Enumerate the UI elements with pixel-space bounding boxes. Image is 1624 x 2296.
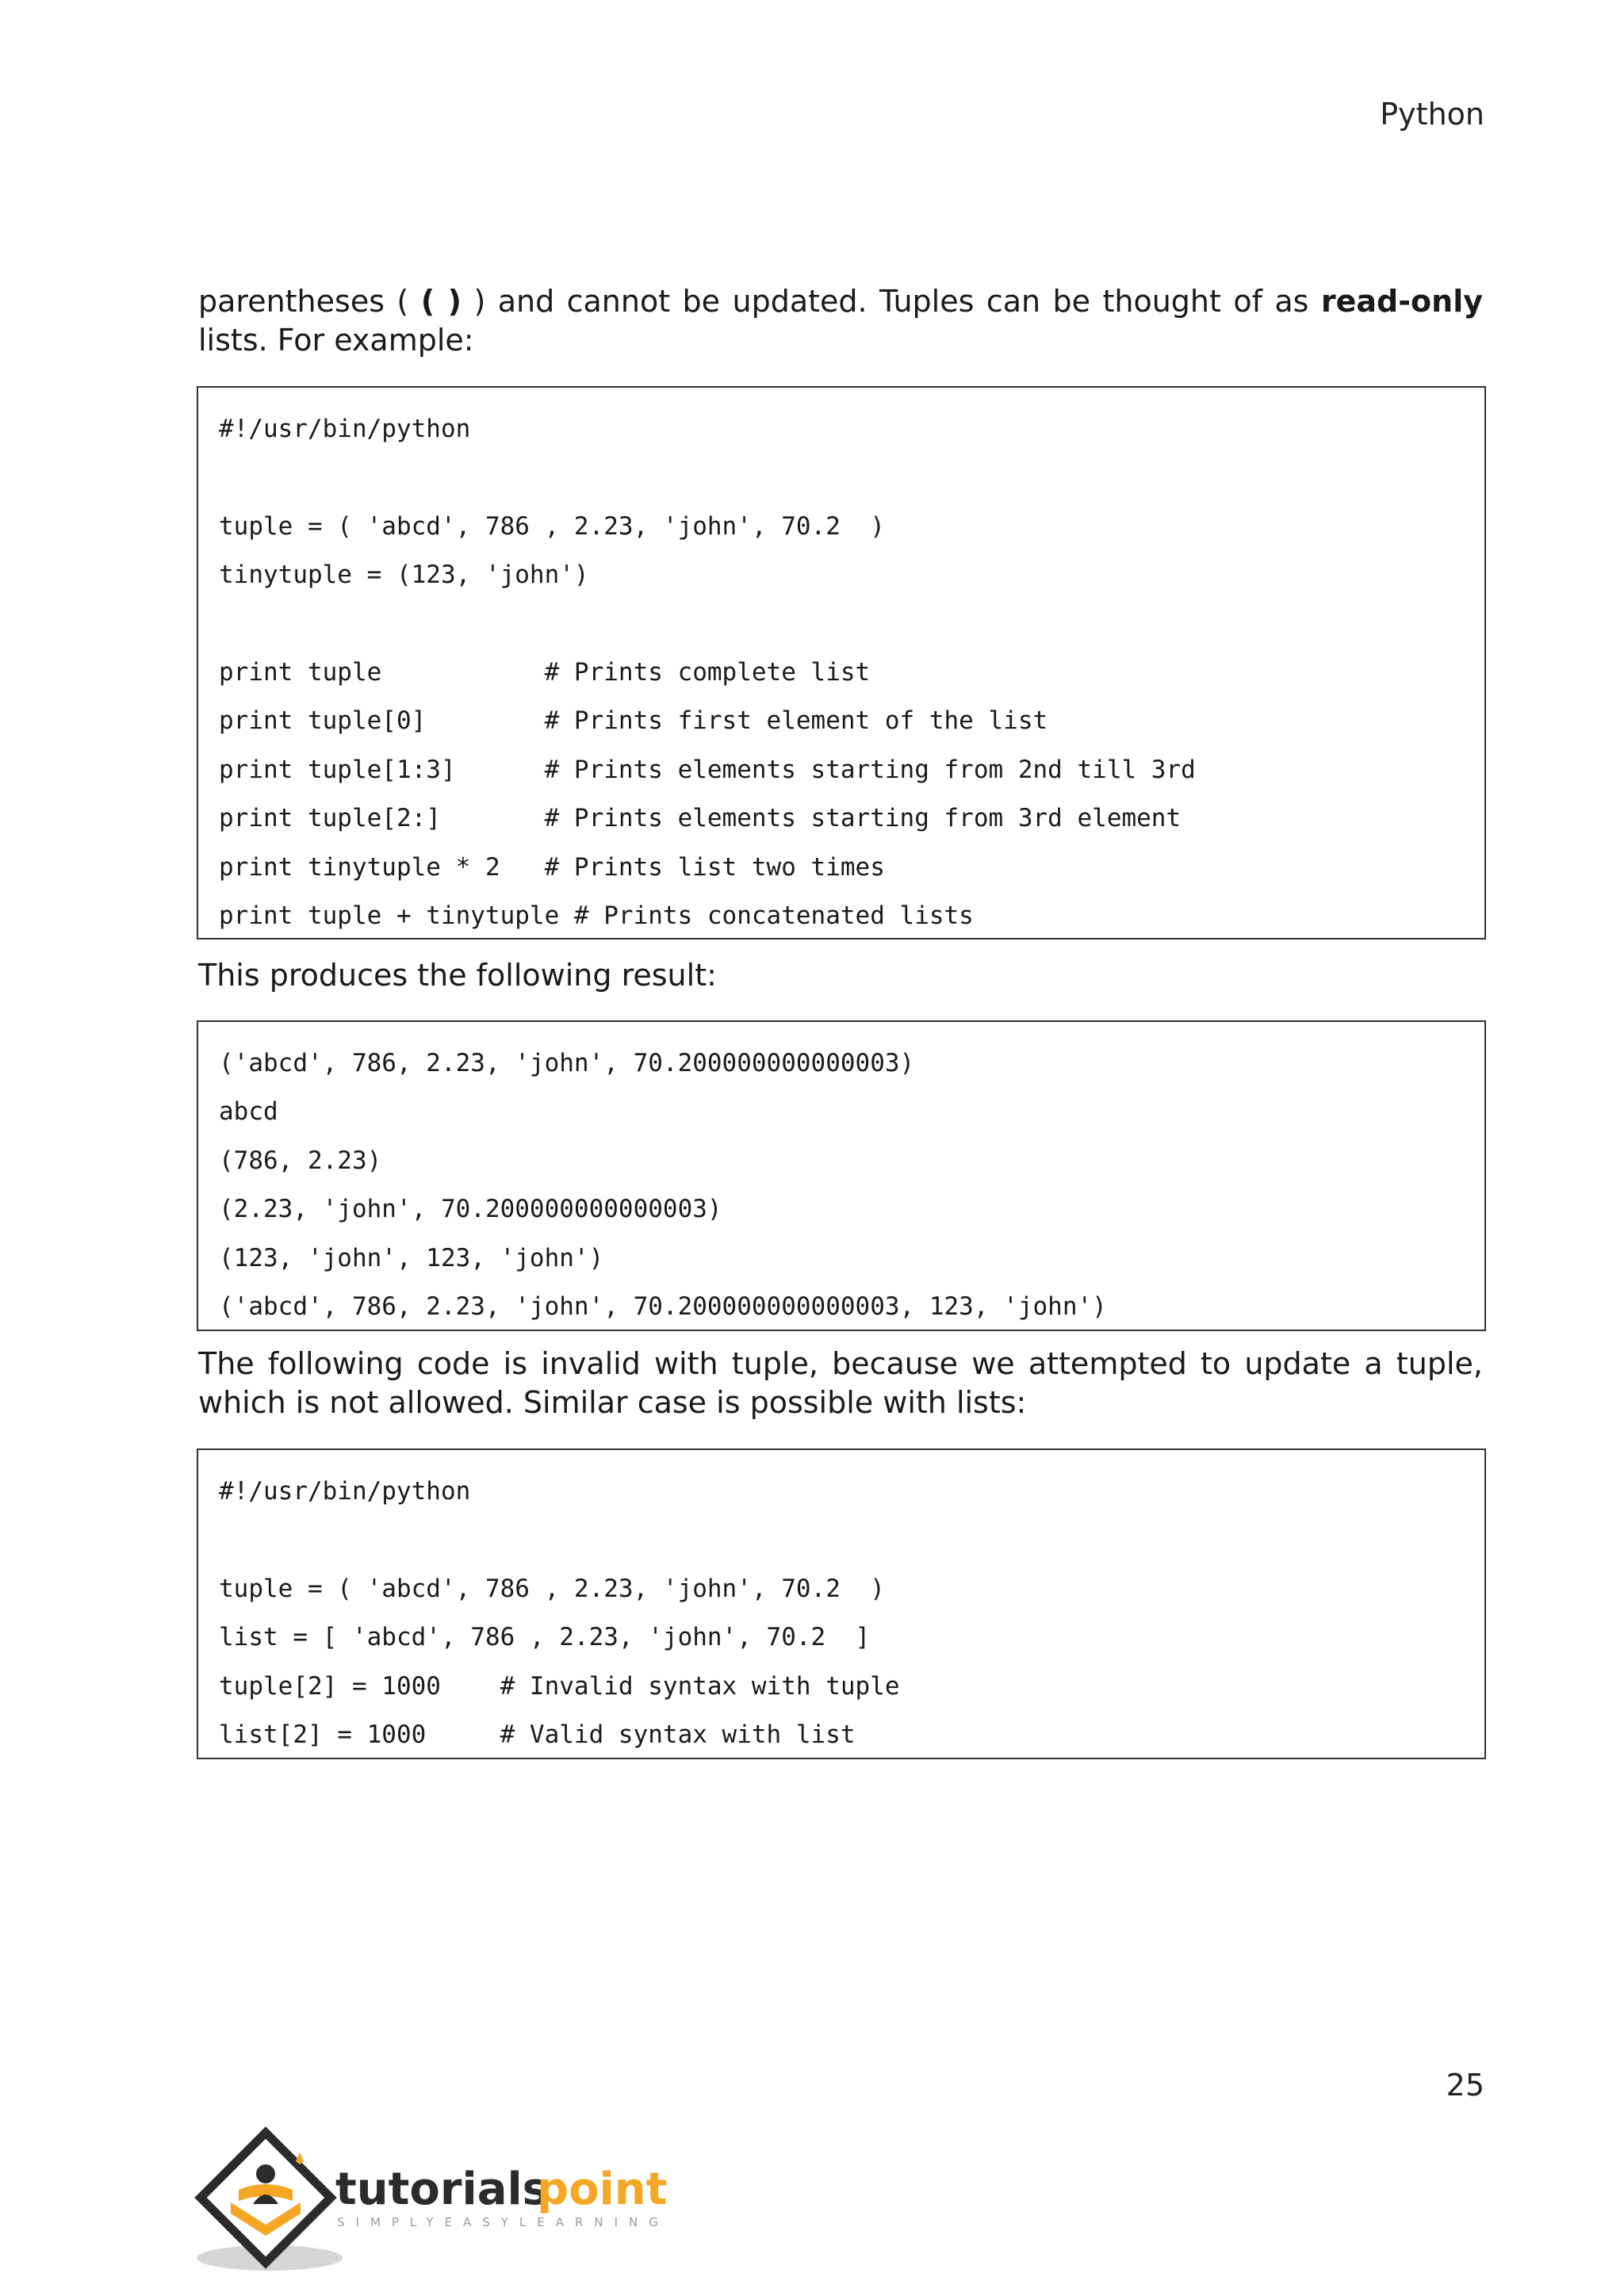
output-line: (2.23, 'john', 70.200000000000003) xyxy=(219,1195,722,1224)
code-block-tuple-example xyxy=(197,386,1486,939)
intro-text-3: lists. For example: xyxy=(198,323,474,358)
code-line: print tuple # Prints complete list xyxy=(219,657,871,687)
page-number: 25 xyxy=(1446,2068,1484,2103)
code-line xyxy=(219,1516,1464,1564)
code-line: print tuple[1:3] # Prints elements starting from 2nd till 3rd xyxy=(219,755,1196,784)
intro-bold-parens: ( ) xyxy=(420,284,462,319)
code-line: tuple = ( 'abcd', 786 , 2.23, 'john', 70.2 ) xyxy=(219,1574,885,1603)
output-line: ('abcd', 786, 2.23, 'john', 70.200000000000003, 123, 'john') xyxy=(219,1292,1107,1321)
code-line: print tuple + tinytuple # Prints concatenated lists xyxy=(219,901,974,930)
running-header: Python xyxy=(1380,97,1484,132)
code-line: #!/usr/bin/python xyxy=(219,415,471,443)
output-line: abcd xyxy=(219,1097,278,1127)
output-line: (786, 2.23) xyxy=(219,1146,382,1175)
intro-bold-readonly: read-only xyxy=(1320,284,1483,319)
code-line: print tinytuple * 2 # Prints list two times xyxy=(219,852,885,882)
invalid-intro-paragraph: The following code is invalid with tuple, because we attempted to update a tuple, which is not allowed. Similar case is possible with lists: xyxy=(198,1346,1483,1420)
logo-person-head-icon xyxy=(256,2164,275,2183)
code-line: #!/usr/bin/python xyxy=(219,1477,471,1506)
result-intro-paragraph: This produces the following result: xyxy=(198,958,717,993)
output-line: ('abcd', 786, 2.23, 'john', 70.200000000000003) xyxy=(219,1049,915,1077)
code-block-invalid-example xyxy=(197,1448,1486,1759)
code-line: list[2] = 1000 # Valid syntax with list xyxy=(219,1720,856,1749)
code-line: print tuple[0] # Prints first element of the list xyxy=(219,706,1048,736)
logo-tagline: SIMPLYEASYLEARNING xyxy=(337,2215,669,2229)
code-line: print tuple[2:] # Prints elements starting from 3rd element xyxy=(219,804,1182,833)
intro-text-2: ) and cannot be updated. Tuples can be thought of as xyxy=(462,284,1321,319)
code-line: tinytuple = (123, 'john') xyxy=(219,561,589,590)
code-line: tuple[2] = 1000 # Invalid syntax with tuple xyxy=(219,1671,900,1701)
intro-paragraph xyxy=(198,282,1483,360)
tutorialspoint-logo xyxy=(194,2125,686,2275)
code-line: list = [ 'abcd', 786 , 2.23, 'john', 70.2 ] xyxy=(219,1623,871,1652)
code-line xyxy=(219,600,1464,649)
code-line xyxy=(219,453,1464,502)
output-block xyxy=(197,1020,1486,1331)
logo-brand-left: tutorials xyxy=(335,2164,550,2215)
intro-text-1: parentheses ( xyxy=(198,284,421,319)
logo-brand-right: point xyxy=(537,2164,668,2215)
code-line: tuple = ( 'abcd', 786 , 2.23, 'john', 70.2 ) xyxy=(219,511,885,541)
output-line: (123, 'john', 123, 'john') xyxy=(219,1243,604,1272)
